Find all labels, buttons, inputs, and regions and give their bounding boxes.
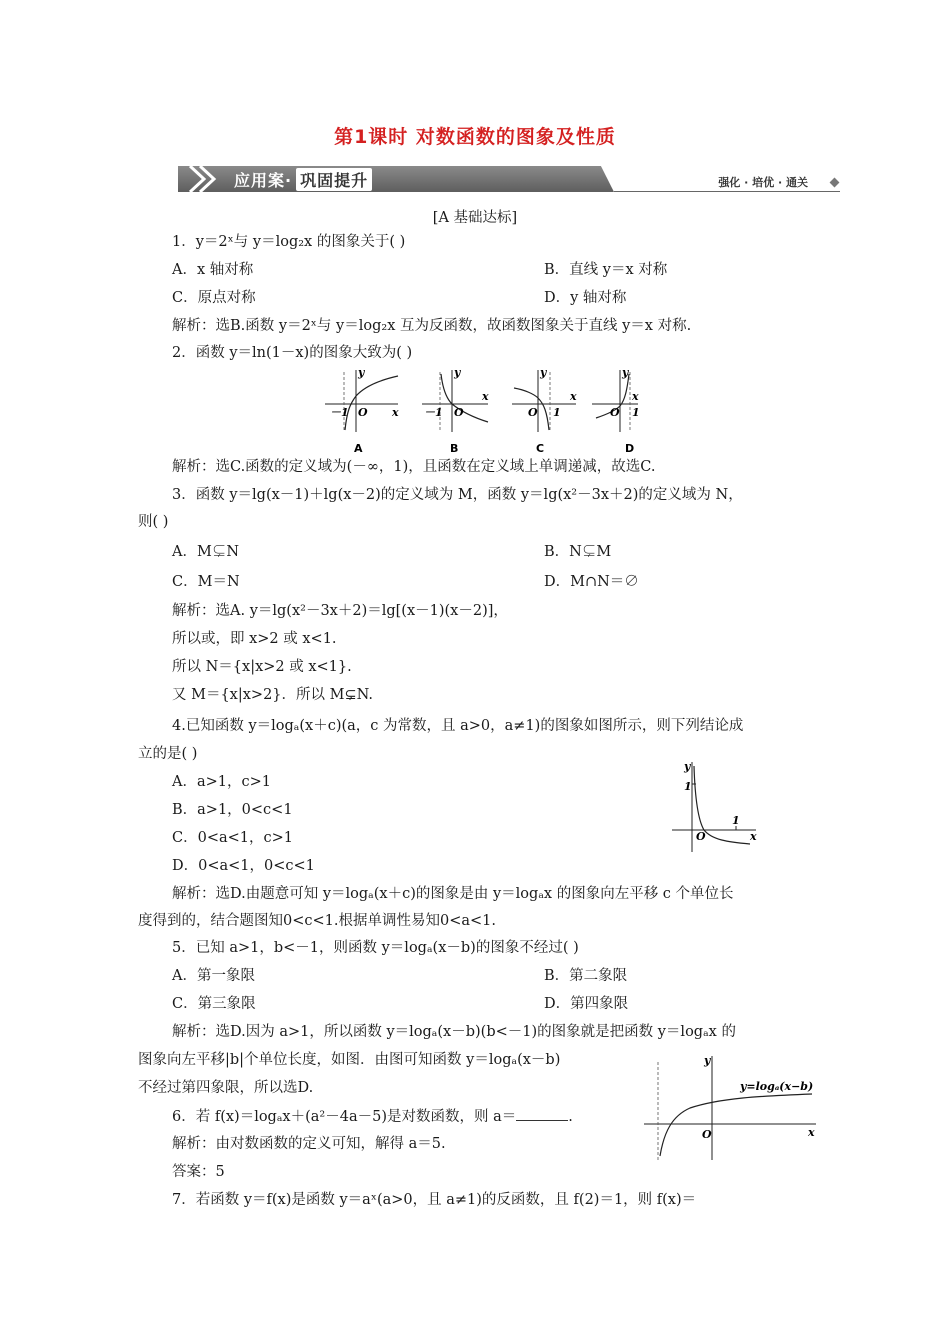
- question-2: 2．函数 y＝ln(1－x)的图象大致为( ): [172, 345, 413, 361]
- graph-d-x: x: [632, 390, 639, 403]
- q5-option-b: B．第二象限: [544, 968, 628, 984]
- banner-dot: ·: [285, 171, 293, 190]
- q4-solution-2: 度得到的，结合题图知0<c<1.根据单调性易知0<a<1.: [138, 913, 496, 929]
- q5-option-d: D．第四象限: [544, 996, 629, 1012]
- graph-a-label: A: [354, 442, 363, 455]
- section-banner: [170, 164, 850, 194]
- graph-c-x: x: [570, 390, 577, 403]
- page-title: 第1课时 对数函数的图象及性质: [334, 126, 616, 148]
- q3-option-d: D．M∩N＝∅: [544, 574, 639, 590]
- question-4-line1: 4.已知函数 y＝logₐ(x＋c)(a，c 为常数，且 a>0，a≠1)的图象如图所示，则下列结论成: [172, 718, 744, 734]
- graph-c-origin: O: [528, 406, 538, 419]
- section-heading-a: [A 基础达标]: [432, 210, 518, 226]
- graph-c: [512, 366, 577, 455]
- graph-c-y: y: [540, 366, 547, 379]
- graph-b-origin: O: [454, 406, 464, 419]
- q3-solution-1: 解析：选A. y＝lg(x²－3x＋2)＝lg[(x－1)(x－2)]，: [172, 603, 508, 619]
- q4-option-a: A．a>1，c>1: [172, 774, 271, 790]
- graph-b-tick: －1: [424, 406, 443, 419]
- diamond-icon: [830, 178, 840, 188]
- q5-graph-curve-label: y=logₐ(x−b): [740, 1080, 814, 1093]
- question-6-text: 6．若 f(x)＝logₐx＋(a²－4a－5)是对数函数，则 a＝: [172, 1109, 517, 1125]
- q4-solution-1: 解析：选D.由题意可知 y＝logₐ(x＋c)的图象是由 y＝logₐx 的图象向左平移 c 个单位长: [172, 886, 734, 902]
- banner-underline: [614, 191, 840, 192]
- graph-b: [422, 366, 489, 455]
- graph-a-y: y: [358, 366, 365, 379]
- q1-option-b: B．直线 y＝x 对称: [544, 262, 668, 278]
- q3-option-c: C．M＝N: [172, 574, 240, 590]
- graph-d-tick: 1: [632, 406, 640, 419]
- q5-graph-x: x: [808, 1126, 815, 1139]
- question-3-line1: 3．函数 y＝lg(x－1)＋lg(x－2)的定义域为 M，函数 y＝lg(x²－3x＋2)的定义域为 N，: [172, 487, 743, 503]
- graph-d-y: y: [622, 366, 629, 379]
- banner-text: [234, 168, 372, 191]
- question-1: 1．y＝2ˣ与 y＝log₂x 的图象关于( ): [172, 234, 406, 250]
- q1-option-c: C．原点对称: [172, 290, 256, 306]
- q3-solution-4: 又 M＝{x|x>2}．所以 M⊊N.: [172, 687, 373, 703]
- graph-b-label: B: [450, 442, 459, 455]
- graph-c-tick: 1: [553, 406, 561, 419]
- q3-option-b: B．N⊊M: [544, 544, 612, 560]
- answer-blank: [516, 1106, 568, 1121]
- q4-graph: [670, 758, 760, 854]
- q5-graph-y: y: [704, 1054, 711, 1067]
- q1-option-a: A．x 轴对称: [172, 262, 254, 278]
- q4-graph-y-tick: 1: [684, 780, 692, 793]
- graph-d-label: D: [625, 442, 635, 455]
- q1-solution: 解析：选B.函数 y＝2ˣ与 y＝log₂x 互为反函数，故函数图象关于直线 y＝x 对称.: [172, 318, 692, 334]
- q4-graph-x: x: [750, 830, 757, 843]
- q5-graph: [640, 1052, 820, 1162]
- q2-graph-options: [320, 366, 640, 458]
- graph-a: [325, 366, 399, 455]
- q3-solution-3: 所以 N＝{x|x>2 或 x<1}.: [172, 659, 352, 675]
- q4-graph-x-tick: 1: [732, 814, 740, 827]
- q1-option-d: D．y 轴对称: [544, 290, 627, 306]
- q5-solution-2: 图象向左平移|b|个单位长度，如图．由图可知函数 y＝logₐ(x－b): [138, 1052, 561, 1068]
- question-4-line2: 立的是( ): [138, 746, 198, 762]
- q4-graph-origin: O: [696, 830, 706, 843]
- graph-d-origin: O: [610, 406, 620, 419]
- graph-a-x: x: [392, 406, 399, 419]
- chevron-icon: [170, 164, 230, 194]
- q5-option-c: C．第三象限: [172, 996, 256, 1012]
- q4-option-b: B．a>1，0<c<1: [172, 802, 293, 818]
- q6-solution: 解析：由对数函数的定义可知，解得 a＝5.: [172, 1136, 446, 1152]
- graph-b-x: x: [482, 390, 489, 403]
- q5-option-a: A．第一象限: [172, 968, 255, 984]
- graph-b-y: y: [454, 366, 461, 379]
- banner-left-text: 应用案: [234, 171, 286, 190]
- graph-a-tick: －1: [330, 406, 349, 419]
- q5-graph-origin: O: [702, 1128, 712, 1141]
- q5-solution-3: 不经过第四象限，所以选D.: [138, 1080, 314, 1096]
- q2-solution: 解析：选C.函数的定义域为(－∞，1)，且函数在定义域上单调递减，故选C.: [172, 459, 656, 475]
- graph-a-origin: O: [358, 406, 368, 419]
- graph-c-label: C: [536, 442, 545, 455]
- q4-option-d: D．0<a<1，0<c<1: [172, 858, 315, 874]
- question-6: 6．若 f(x)＝logₐx＋(a²－4a－5)是对数函数，则 a＝ .: [172, 1106, 573, 1127]
- q5-solution-1: 解析：选D.因为 a>1，所以函数 y＝logₐ(x－b)(b<－1)的图象就是把函数 y＝logₐx 的: [172, 1024, 736, 1040]
- q3-option-a: A．M⊊N: [172, 544, 240, 560]
- graph-d: [592, 366, 640, 455]
- question-3-line2: 则( ): [138, 514, 169, 530]
- question-7: 7．若函数 y＝f(x)是函数 y＝aˣ(a>0，且 a≠1)的反函数，且 f(2)＝1，则 f(x)＝: [172, 1192, 697, 1208]
- banner-box-text: 巩固提升: [296, 168, 372, 191]
- q6-answer: 答案：5: [172, 1164, 225, 1180]
- banner-right-text: 强化 · 培优 · 通关: [718, 176, 808, 189]
- q4-option-c: C．0<a<1，c>1: [172, 830, 293, 846]
- question-5: 5．已知 a>1，b<－1，则函数 y＝logₐ(x－b)的图象不经过( ): [172, 940, 579, 956]
- q4-graph-y: y: [684, 760, 691, 773]
- q3-solution-2: 所以或，即 x>2 或 x<1.: [172, 631, 337, 647]
